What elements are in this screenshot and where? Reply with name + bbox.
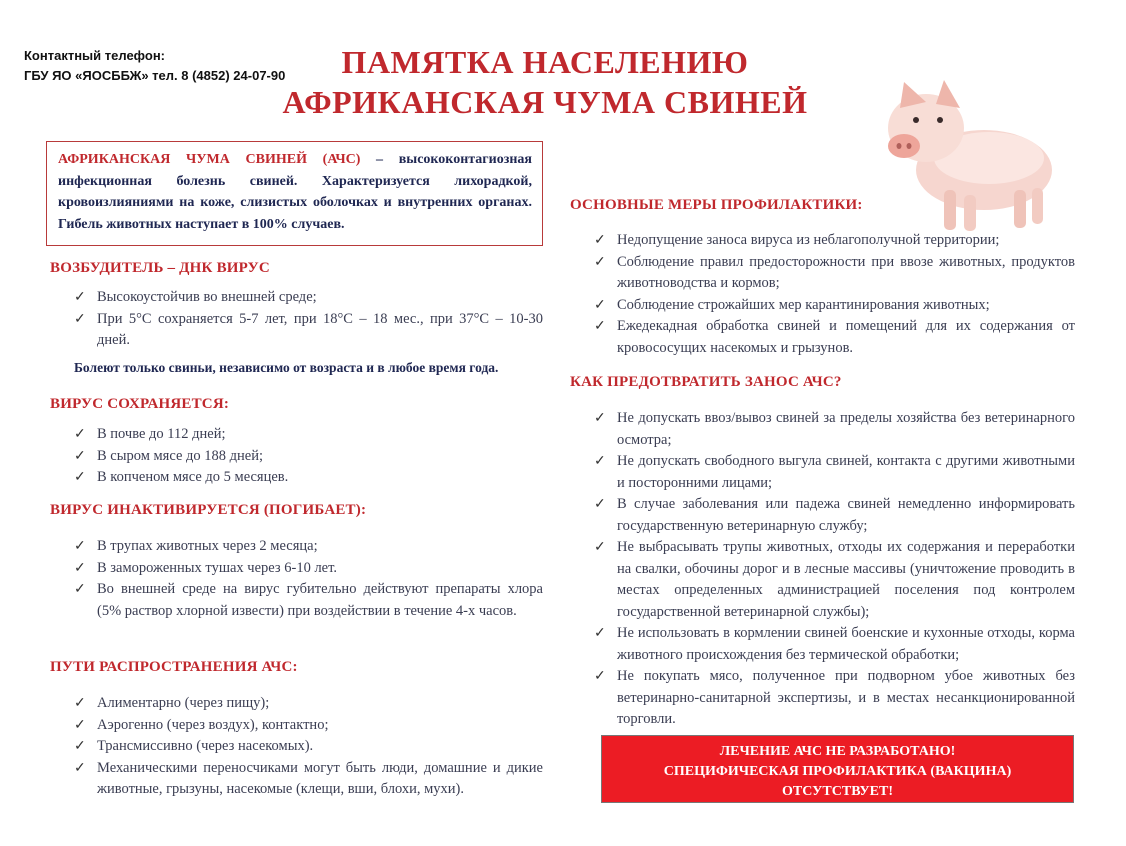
- check-icon: ✓: [594, 669, 606, 684]
- note-text: Болеют только свиньи, независимо от возраста и в любое время года.: [74, 360, 499, 375]
- definition-text: – высококонтагиозная инфекционная болезнь свиней. Характеризуется лихорадкой, кровоизлияниями на коже, слизистых оболочках и внутренних органах. Гибель животных наступает в 100% случаев.: [58, 152, 532, 232]
- page-title: ПАМЯТКА НАСЕЛЕНИЮ: [341, 44, 749, 80]
- prevention-heading: ОСНОВНЫЕ МЕРЫ ПРОФИЛАКТИКИ:: [570, 197, 863, 213]
- spread-heading: ПУТИ РАСПРОСТРАНЕНИЯ АЧС:: [50, 659, 298, 675]
- list-item: ✓ Не допускать ввоз/вывоз свиней за пределы хозяйства без ветеринарного осмотра;: [594, 410, 1075, 448]
- page-subtitle: АФРИКАНСКАЯ ЧУМА СВИНЕЙ: [282, 84, 808, 120]
- list-item: ✓ Трансмиссивно (через насекомых).: [74, 736, 543, 758]
- list-item: ✓ Не допускать свободного выгула свиней, контакта с другими животными и посторонними лицами;: [594, 453, 1075, 491]
- check-icon: ✓: [594, 319, 606, 334]
- howto-list: [594, 408, 1075, 731]
- check-icon: ✓: [594, 454, 606, 469]
- check-icon: ✓: [74, 311, 86, 327]
- list-item: ✓ Ежедекадная обработка свиней и помещений для их содержания от кровососущих насекомых и грызунов.: [594, 318, 1075, 356]
- check-icon: ✓: [594, 254, 606, 270]
- list-item: ✓ В случае заболевания или падежа свиней немедленно информировать государственную ветеринарную службу;: [594, 496, 1075, 534]
- list-item: ✓ Не использовать в кормлении свиней боенские и кухонные отходы, корма животного происхождения без термической обработки;: [594, 625, 1075, 663]
- pathogen-list: [74, 287, 543, 352]
- list-item: ✓ Недопущение заноса вируса из неблагополучной территории;: [594, 230, 1075, 252]
- check-icon: ✓: [594, 540, 606, 555]
- check-icon: ✓: [74, 696, 86, 711]
- list-item: ✓ Алиментарно (через пищу);: [74, 693, 543, 715]
- list-item: ✓ В сыром мясе до 188 дней;: [74, 446, 543, 468]
- pathogen-heading: ВОЗБУДИТЕЛЬ – ДНК ВИРУС: [50, 260, 270, 276]
- list-item: ✓ Высокоустойчив во внешней среде;: [74, 287, 543, 309]
- list-item: ✓ Аэрогенно (через воздух), контактно;: [74, 715, 543, 737]
- prevention-list: [594, 230, 1075, 359]
- list-item: ✓ Соблюдение правил предосторожности при ввозе животных, продуктов животноводства и кормов;: [594, 253, 1075, 291]
- check-icon: ✓: [74, 448, 86, 464]
- check-icon: ✓: [594, 411, 606, 426]
- check-icon: ✓: [594, 233, 606, 248]
- list-item: ✓ В трупах животных через 2 месяца;: [74, 536, 543, 558]
- check-icon: ✓: [74, 470, 86, 485]
- list-item: ✓ Не выбрасывать трупы животных, отходы их содержания и переработки на свалки, обочины дорог и в лесные массивы (уничтожение проводить в местах определенных администрацией поселения под контролем государственной ветеринарной службы);: [594, 539, 1075, 620]
- list-item: ✓ В замороженных тушах через 6-10 лет.: [74, 558, 543, 580]
- warning-banner: [601, 735, 1074, 803]
- check-icon: ✓: [594, 297, 606, 313]
- warning-line-2: СПЕЦИФИЧЕСКАЯ ПРОФИЛАКТИКА (ВАКЦИНА): [663, 764, 1012, 779]
- contact-block: [24, 46, 285, 86]
- definition-term: АФРИКАНСКАЯ ЧУМА СВИНЕЙ (АЧС): [58, 152, 361, 167]
- inactivated-list: [74, 536, 543, 622]
- contact-label: Контактный телефон:: [24, 48, 165, 63]
- check-icon: ✓: [74, 582, 86, 597]
- inactivated-heading: ВИРУС ИНАКТИВИРУЕТСЯ (ПОГИБАЕТ):: [50, 502, 367, 518]
- warning-line-3: ОТСУТСТВУЕТ!: [781, 784, 894, 799]
- list-item: ✓ Во внешней среде на вирус губительно действуют препараты хлора (5% раствор хлорной извести) при воздействии в течение 4-х часов.: [74, 581, 543, 619]
- spread-list: [74, 693, 543, 801]
- check-icon: ✓: [74, 760, 86, 776]
- check-icon: ✓: [594, 626, 606, 641]
- list-item: ✓ Механическими переносчиками могут быть люди, домашние и дикие животные, грызуны, насекомые (клещи, вши, блохи, мухи).: [74, 759, 543, 797]
- warning-line-1: ЛЕЧЕНИЕ АЧС НЕ РАЗРАБОТАНО!: [719, 744, 956, 759]
- check-icon: ✓: [74, 717, 86, 733]
- persists-list: [74, 424, 543, 489]
- howto-heading: КАК ПРЕДОТВРАТИТЬ ЗАНОС АЧС?: [570, 374, 842, 390]
- list-item: ✓ В почве до 112 дней;: [74, 424, 543, 446]
- list-item: ✓ Не покупать мясо, полученное при подворном убое животных без ветеринарно-санитарной экспертизы, и в местах несанкционированной торговли.: [594, 668, 1075, 727]
- check-icon: ✓: [74, 560, 86, 576]
- pig-illustration: [864, 50, 1064, 235]
- check-icon: ✓: [74, 539, 86, 554]
- list-item: ✓ Соблюдение строжайших мер карантинирования животных;: [594, 295, 1075, 317]
- persists-heading: ВИРУС СОХРАНЯЕТСЯ:: [50, 396, 230, 412]
- check-icon: ✓: [74, 427, 86, 442]
- definition-box: [46, 141, 543, 246]
- contact-phone: ГБУ ЯО «ЯОСББЖ» тел. 8 (4852) 24-07-90: [24, 68, 286, 83]
- list-item: ✓ В копченом мясе до 5 месяцев.: [74, 467, 543, 489]
- check-icon: ✓: [74, 739, 86, 754]
- check-icon: ✓: [74, 290, 86, 305]
- check-icon: ✓: [594, 497, 606, 512]
- list-item: ✓ При 5°С сохраняется 5-7 лет, при 18°С – 18 мес., при 37°С – 10-30 дней.: [74, 310, 543, 348]
